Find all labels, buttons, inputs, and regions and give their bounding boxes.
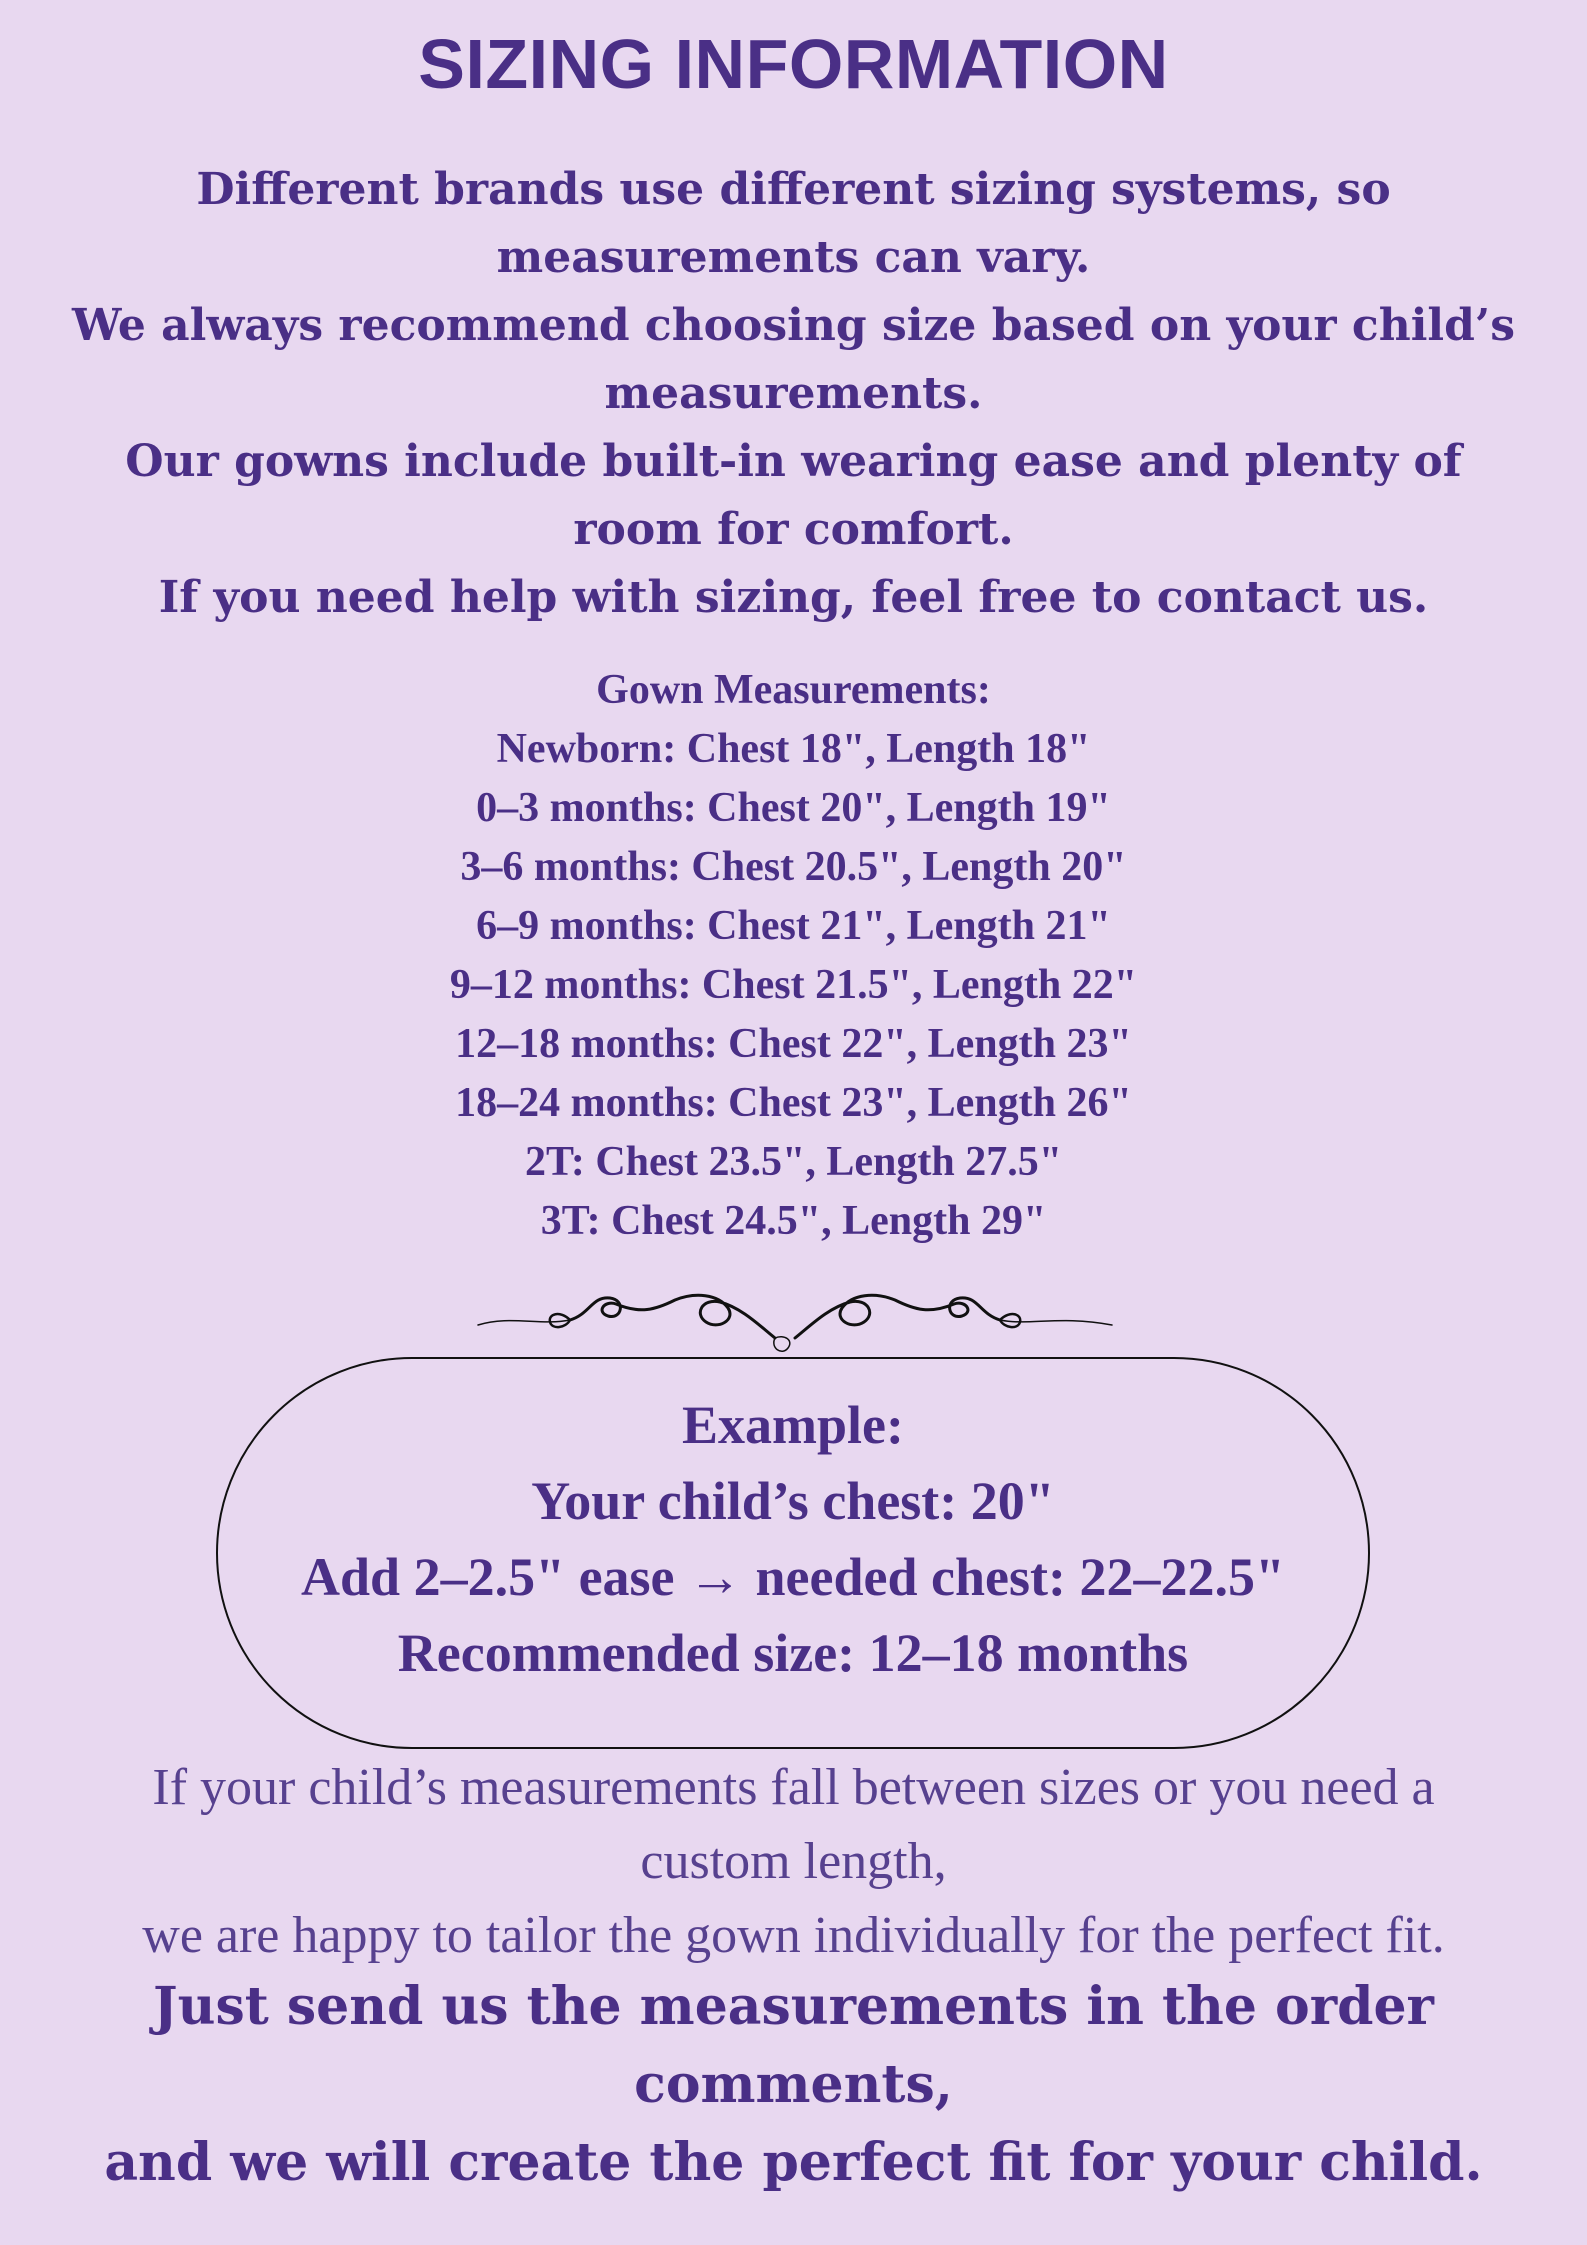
closing-line: Just send us the measurements in the order comments, — [153, 1976, 1434, 2115]
page-title: SIZING INFORMATION — [418, 25, 1169, 103]
measurement-row: 12–18 months: Chest 22", Length 23" — [455, 1021, 1132, 1067]
intro-line: If you need help with sizing, feel free to contact us. — [158, 572, 1429, 623]
measurement-row: Newborn: Chest 18", Length 18" — [496, 726, 1091, 772]
example-heading: Example: — [682, 1395, 904, 1455]
note-line: If your child’s measurements fall between sizes or you need a — [152, 1759, 1435, 1816]
closing-message — [50, 1968, 1537, 2202]
measurements-heading: Gown Measurements: — [596, 667, 991, 713]
measurement-row: 0–3 months: Chest 20", Length 19" — [476, 785, 1111, 831]
custom-fit-note — [50, 1751, 1537, 1973]
measurement-row: 2T: Chest 23.5", Length 27.5" — [524, 1139, 1063, 1185]
intro-line: Our gowns include built-in wearing ease and plenty of room for comfort. — [125, 436, 1462, 555]
measurement-row: 3T: Chest 24.5", Length 29" — [540, 1198, 1047, 1244]
note-line: custom length, — [640, 1833, 947, 1890]
intro-line: We always recommend choosing size based on your child’s measurements. — [72, 300, 1515, 419]
measurements-list — [0, 661, 1587, 1251]
closing-line: and we will create the perfect fit for your child. — [104, 2132, 1483, 2193]
example-line: Add 2–2.5" ease → needed chest: 22–22.5" — [301, 1547, 1285, 1607]
measurement-row: 3–6 months: Chest 20.5", Length 20" — [460, 844, 1127, 890]
example-content — [216, 1387, 1370, 1691]
swirl-divider-icon — [470, 1270, 1120, 1360]
intro-section — [60, 156, 1527, 632]
example-line: Recommended size: 12–18 months — [397, 1623, 1189, 1683]
measurement-row: 6–9 months: Chest 21", Length 21" — [476, 903, 1111, 949]
note-line: we are happy to tailor the gown individually for the perfect fit. — [142, 1907, 1445, 1964]
intro-line: Different brands use different sizing systems, so measurements can vary. — [196, 164, 1391, 283]
measurement-row: 9–12 months: Chest 21.5", Length 22" — [449, 962, 1138, 1008]
example-line: Your child’s chest: 20" — [531, 1471, 1055, 1531]
measurement-row: 18–24 months: Chest 23", Length 26" — [455, 1080, 1132, 1126]
